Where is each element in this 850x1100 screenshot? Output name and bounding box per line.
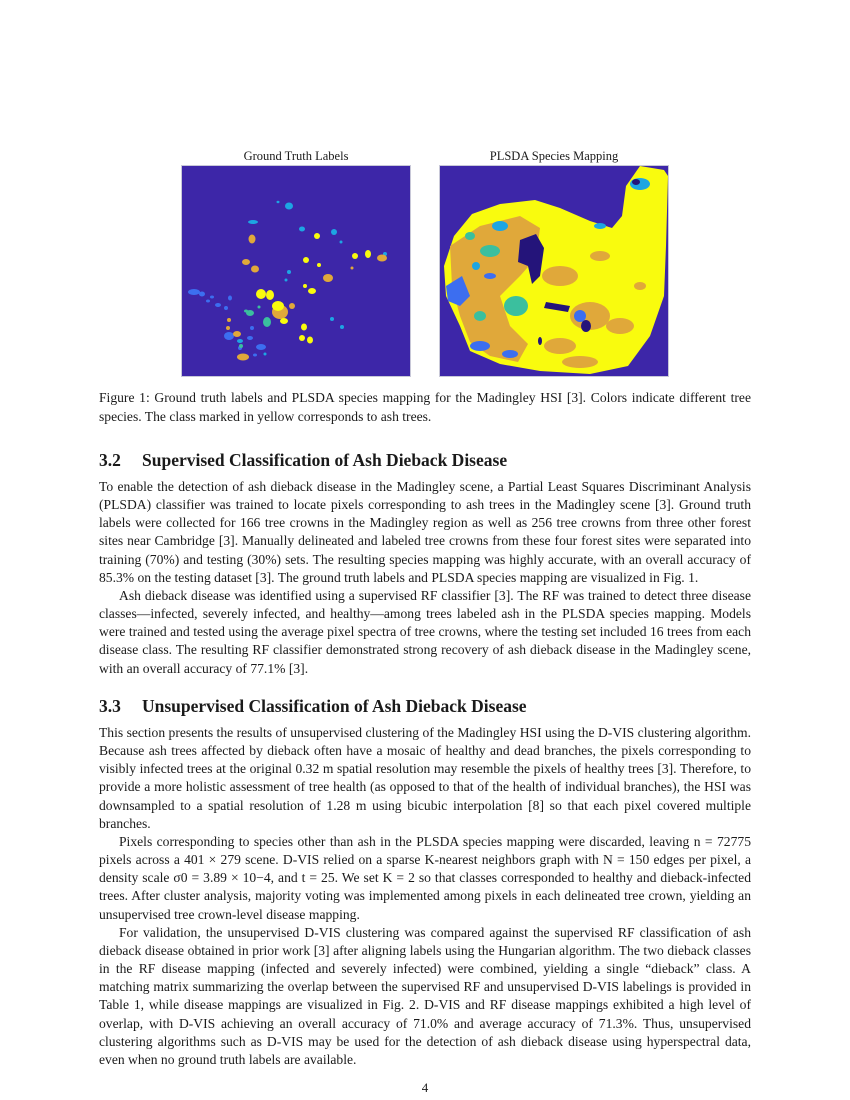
page-number: 4 bbox=[421, 1080, 429, 1095]
section-heading-3-3 bbox=[99, 696, 527, 717]
paragraph: Ash dieback disease was identified using a supervised RF classifier [3]. The RF was trained to detect three disease classes—infected, severely infected, and healthy—among trees labeled ash in the PLSDA species mapping. Models were trained and tested using the average pixel spectra of tree crowns, where the testing set included 16 trees from each disease class. The resulting RF classifier demonstrated strong recovery of ash dieback disease in the Madingley scene, with an overall accuracy of 77.1% [3]. bbox=[99, 587, 751, 676]
species-mapping-image bbox=[440, 166, 668, 376]
section-number: 3.3 bbox=[99, 696, 121, 716]
paragraph: Pixels corresponding to species other than ash in the PLSDA species mapping were discarded, leaving n = 72775 pixels across a 401 × 279 scene. D-VIS relied on a sparse K-nearest neighbors graph with N = 150 edges per pixel, a density scale σ0 = 3.89 × 10−4, and t = 25. We set K = 2 so that classes corresponded to healthy and dieback-infected trees. After cluster analysis, majority voting was implemented among pixels in each delineated tree crown, yielding an unsupervised tree crown-level disease mapping. bbox=[99, 833, 751, 922]
section-3-3-body bbox=[99, 724, 751, 1069]
figure-left-title: Ground Truth Labels bbox=[243, 149, 349, 163]
section-heading-3-2 bbox=[99, 450, 507, 471]
section-title: Supervised Classification of Ash Dieback Disease bbox=[142, 450, 508, 470]
figure-right-title: PLSDA Species Mapping bbox=[489, 149, 619, 163]
section-number: 3.2 bbox=[99, 450, 121, 470]
paragraph: To enable the detection of ash dieback disease in the Madingley scene, a Partial Least Squares Discriminant Analysis (PLSDA) classifier was trained to locate pixels corresponding to ash trees in the Madingley scene [3]. Ground truth labels were collected for 166 tree crowns in the Madingley region as well as 256 tree crowns from three other forest sites near Cambridge [3]. Manually delineated and labeled tree crowns from these four forest sites were separated into training (70%) and testing (30%) sets. The resulting species mapping was highly accurate, with an overall accuracy of 85.3% on the testing dataset [3]. The ground truth labels and PLSDA species mapping are visualized in Fig. 1. bbox=[99, 479, 751, 585]
section-3-2-body bbox=[99, 478, 751, 678]
section-title: Unsupervised Classification of Ash Dieback Disease bbox=[142, 696, 527, 716]
ground-truth-scatter-image bbox=[182, 166, 410, 376]
paragraph: For validation, the unsupervised D-VIS clustering was compared against the supervised RF classification of ash dieback disease obtained in prior work [3] after aligning labels using the Hungarian algorithm. The two dieback classes in the RF disease mapping (infected and severely infected) were combined, yielding a single “dieback” class. A matching matrix summarizing the overlap between the supervised RF and unsupervised D-VIS labelings is provided in Table 1, while disease mappings are visualized in Fig. 2. D-VIS and RF disease mappings exhibited a high level of overlap, with D-VIS achieving an overall accuracy of 71.0% and average accuracy of 71.3%. Thus, unsupervised clustering algorithms such as D-VIS may be used for the detection of ash dieback disease using hyperspectral data, even when no ground truth labels are available. bbox=[99, 924, 751, 1067]
plsda-species-map bbox=[440, 166, 668, 376]
ground-truth-map bbox=[182, 166, 410, 376]
paragraph: This section presents the results of unsupervised clustering of the Madingley HSI using the D-VIS clustering algorithm. Because ash trees affected by dieback often have a mosaic of healthy and dead branches, the pixels corresponding to visibly infected trees at the original 0.32 m spatial resolution may resemble the pixels of healthy trees [3]. Therefore, to provide a more holistic assessment of tree health (as opposed to that of the health of individual branches), the HSI was downsampled to a spatial resolution of 1.28 m using bicubic interpolation [8] so that each pixel covered multiple branches. bbox=[99, 725, 751, 831]
figure-caption: Figure 1: Ground truth labels and PLSDA species mapping for the Madingley HSI [3]. Colors indicate different tree species. The class marked in yellow corresponds to ash trees. bbox=[99, 390, 751, 424]
